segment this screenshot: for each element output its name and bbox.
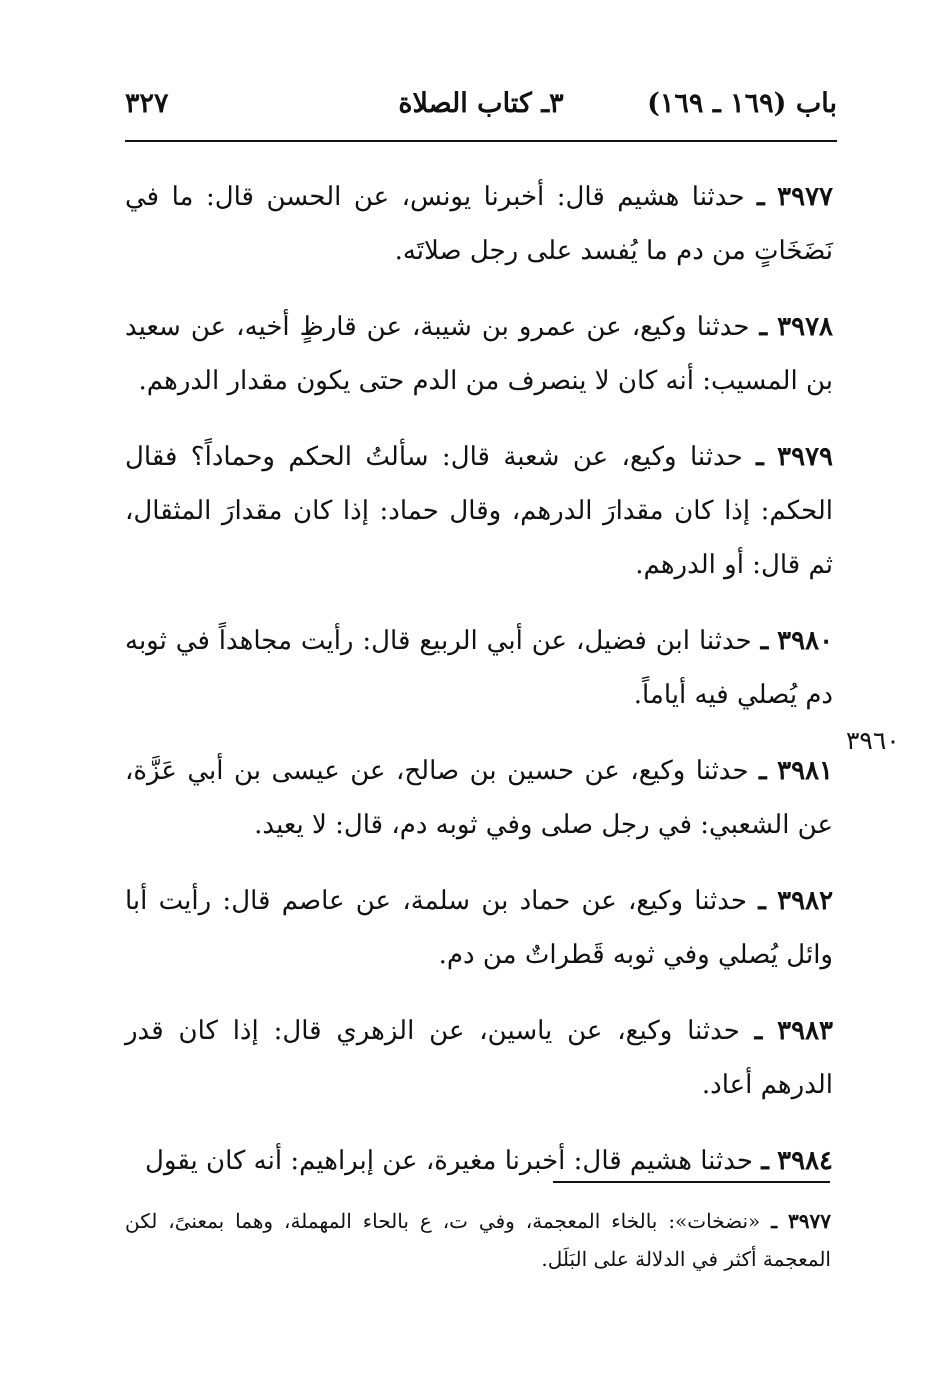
entry-number: ٣٩٨٠: [777, 626, 834, 656]
footnote-text: «نضخات»: بالخاء المعجمة، وفي ت، ع بالحاء المهملة، وهما بمعنىً، لكن المعجمة أكثر في الدلالة على البَلَل.: [125, 1209, 831, 1271]
entry-number: ٣٩٨٣: [777, 1016, 833, 1046]
entry-dash: ـ: [759, 756, 767, 786]
hadith-entry: [125, 1134, 833, 1188]
main-text: [125, 170, 833, 1210]
entry-text: حدثنا وكيع، عن حسين بن صالح، عن عيسى بن أبي عَزَّة، عن الشعبي: في رجل صلى وفي ثوبه دم، قال: لا يعيد.: [125, 756, 833, 840]
entry-text: حدثنا هشيم قال: أخبرنا يونس، عن الحسن قال: ما في نَضَخَاتٍ من دم ما يُفسد على رجل صلاتَه.: [125, 182, 833, 266]
margin-reference-number: ٣٩٦٠: [846, 726, 900, 755]
page-number: ٣٢٧: [125, 88, 169, 119]
entry-text: حدثنا وكيع، عن عمرو بن شيبة، عن قارظٍ أخيه، عن سعيد بن المسيب: أنه كان لا ينصرف من الدم حتى يكون مقدار الدرهم.: [125, 312, 833, 396]
entry-text: حدثنا وكيع، عن شعبة قال: سألتُ الحكم وحماداً؟ فقال الحكم: إذا كان مقدارَ الدرهم، وقال حماد: إذا كان مقدارَ المثقال، ثم قال: أو الدرهم.: [125, 442, 834, 580]
entry-dash: ـ: [759, 312, 768, 342]
chapter-heading: باب (١٦٩ ـ ١٦٩): [647, 88, 837, 119]
hadith-entry: [125, 170, 833, 278]
entry-text: حدثنا ابن فضيل، عن أبي الربيع قال: رأيت مجاهداً في ثوبه دم يُصلي فيه أياماً.: [125, 626, 833, 710]
footnote-number: ٣٩٧٧: [788, 1209, 832, 1233]
hadith-entry: [125, 430, 833, 592]
entry-number: ٣٩٧٨: [777, 312, 834, 342]
entry-number: ٣٩٨٤: [777, 1146, 833, 1176]
hadith-entry: [125, 1004, 833, 1112]
entry-number: ٣٩٨١: [777, 756, 834, 786]
hadith-entry: [125, 614, 833, 722]
entry-number: ٣٩٨٢: [777, 886, 834, 916]
entry-dash: ـ: [761, 1146, 769, 1176]
entry-text: حدثنا هشيم قال: أخبرنا مغيرة، عن إبراهيم: أنه كان يقول: [145, 1146, 753, 1176]
entry-dash: ـ: [760, 626, 769, 656]
entry-dash: ـ: [757, 182, 765, 212]
header-divider: [125, 140, 837, 142]
entry-dash: ـ: [754, 1016, 763, 1046]
hadith-entry: [125, 300, 833, 408]
entry-dash: ـ: [758, 886, 766, 916]
footnote-dash: ـ: [771, 1209, 778, 1233]
footnote: [125, 1202, 831, 1278]
hadith-entry: [125, 874, 833, 982]
page-header: [125, 88, 837, 134]
entry-dash: ـ: [756, 442, 764, 472]
entry-number: ٣٩٧٧: [777, 182, 834, 212]
entry-number: ٣٩٧٩: [777, 442, 833, 472]
entry-text: حدثنا وكيع، عن ياسين، عن الزهري قال: إذا كان قدر الدرهم أعاد.: [125, 1016, 833, 1100]
book-title: ٣ـ كتاب الصلاة: [398, 88, 564, 119]
entry-text: حدثنا وكيع، عن حماد بن سلمة، عن عاصم قال: رأيت أبا وائل يُصلي وفي ثوبه قَطراتٌ من دم.: [125, 886, 833, 970]
footnote-divider: [553, 1181, 830, 1183]
hadith-entry: [125, 744, 833, 852]
